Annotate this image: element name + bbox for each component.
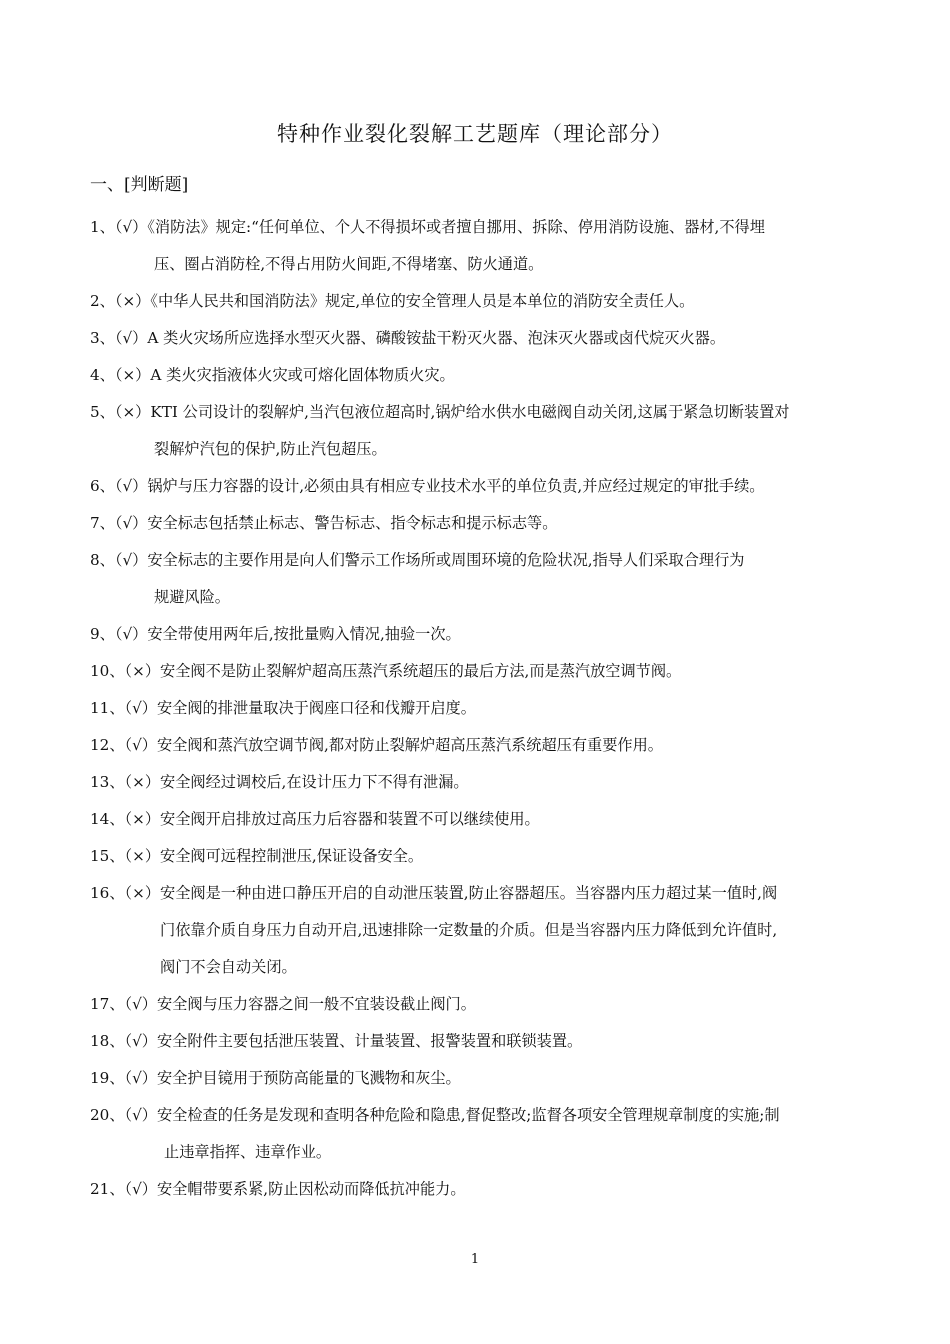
question-number: 1、: [90, 218, 115, 236]
question-text-line: [90, 209, 865, 246]
answer-mark: （√）: [124, 1180, 157, 1198]
question-text: 安全帽带要系紧,防止因松动而降低抗冲能力。: [156, 1180, 466, 1198]
question-text: 安全阀不是防止裂解炉超高压蒸汽系统超压的最后方法,而是蒸汽放空调节阀。: [160, 662, 682, 680]
question-list: [90, 209, 865, 1208]
question-text: 安全阀和蒸汽放空调节阀,都对防止裂解炉超高压蒸汽系统超压有重要作用。: [156, 736, 663, 754]
question-text: 门依靠介质自身压力自动开启,迅速排除一定数量的介质。但是当容器内压力降低到允许值时,: [160, 921, 778, 939]
question-text: 安全带使用两年后,按批量购入情况,抽验一次。: [147, 625, 461, 643]
answer-mark: （×）: [124, 810, 161, 828]
question-continuation-line: [90, 912, 865, 949]
question-number: 21、: [90, 1180, 125, 1198]
question-text-line: [90, 542, 865, 579]
question-body: [90, 283, 865, 320]
question-body: [90, 875, 865, 986]
question-body: [90, 209, 865, 283]
question-text: 《消防法》规定:“任何单位、个人不得损坏或者擅自挪用、拆除、停用消防设施、器材,不得埋: [147, 218, 765, 236]
answer-mark: （√）: [124, 699, 157, 717]
question-text: 安全阀的排泄量取决于阀座口径和伐瓣开启度。: [156, 699, 476, 717]
question-item: [90, 616, 865, 653]
question-text-line: [90, 394, 865, 431]
answer-mark: （√）: [124, 1106, 157, 1124]
question-item: [90, 986, 865, 1023]
document-title: 特种作业裂化裂解工艺题库（理论部分）: [277, 122, 673, 146]
question-item: [90, 1171, 865, 1208]
question-body: [90, 505, 865, 542]
question-body: [90, 838, 865, 875]
question-text-line: [90, 1023, 865, 1060]
question-number: 7、: [90, 514, 115, 532]
question-text: 压、圈占消防栓,不得占用防火间距,不得堵塞、防火通道。: [154, 255, 544, 273]
question-item: [90, 468, 865, 505]
question-text: 安全阀是一种由进口静压开启的自动泄压装置,防止容器超压。当容器内压力超过某一值时,阀: [160, 884, 778, 902]
question-number: 5、: [90, 403, 115, 421]
question-text: 安全阀开启排放过高压力后容器和装置不可以继续使用。: [160, 810, 540, 828]
question-text: 《中华人民共和国消防法》规定,单位的安全管理人员是本单位的消防安全责任人。: [150, 292, 695, 310]
question-text-line: [90, 690, 865, 727]
question-body: [90, 1023, 865, 1060]
question-text: 阀门不会自动关闭。: [160, 958, 297, 976]
question-body: [90, 1097, 865, 1171]
question-text-line: [90, 875, 865, 912]
page-number: 1: [470, 1252, 480, 1267]
question-body: [90, 653, 865, 690]
question-text-line: [90, 1060, 865, 1097]
question-number: 4、: [90, 366, 115, 384]
question-number: 19、: [90, 1069, 125, 1087]
answer-mark: （×）: [114, 403, 151, 421]
question-item: [90, 838, 865, 875]
question-text-line: [90, 283, 865, 320]
question-number: 13、: [90, 773, 125, 791]
question-body: [90, 357, 865, 394]
answer-mark: （×）: [124, 847, 161, 865]
question-body: [90, 727, 865, 764]
question-number: 16、: [90, 884, 125, 902]
question-item: [90, 1060, 865, 1097]
answer-mark: （×）: [124, 662, 161, 680]
question-continuation-line: [90, 579, 865, 616]
answer-mark: （√）: [114, 551, 148, 569]
answer-mark: （√）: [124, 1069, 157, 1087]
question-text: 规避风险。: [154, 588, 230, 606]
answer-mark: （×）: [124, 773, 161, 791]
question-text-line: [90, 838, 865, 875]
question-item: [90, 875, 865, 986]
answer-mark: （√）: [114, 329, 148, 347]
question-item: [90, 653, 865, 690]
answer-mark: （×）: [124, 884, 161, 902]
question-body: [90, 616, 865, 653]
question-text: 裂解炉汽包的保护,防止汽包超压。: [154, 440, 387, 458]
question-text: 安全标志的主要作用是向人们警示工作场所或周围环境的危险状况,指导人们采取合理行为: [147, 551, 745, 569]
question-number: 8、: [90, 551, 115, 569]
question-item: [90, 357, 865, 394]
question-text-line: [90, 357, 865, 394]
question-text: 安全附件主要包括泄压装置、计量装置、报警装置和联锁装置。: [156, 1032, 583, 1050]
question-text: 止违章指挥、违章作业。: [164, 1143, 332, 1161]
question-body: [90, 986, 865, 1023]
question-text-line: [90, 727, 865, 764]
question-continuation-line: [90, 949, 865, 986]
answer-mark: （√）: [124, 995, 157, 1013]
question-continuation-line: [90, 431, 865, 468]
question-item: [90, 209, 865, 283]
question-text-line: [90, 653, 865, 690]
question-body: [90, 1060, 865, 1097]
answer-mark: （×）: [114, 292, 151, 310]
question-item: [90, 1097, 865, 1171]
question-number: 12、: [90, 736, 125, 754]
section-heading: 一、[判断题]: [90, 175, 189, 195]
question-text: 安全标志包括禁止标志、警告标志、指令标志和提示标志等。: [147, 514, 558, 532]
question-item: [90, 690, 865, 727]
question-body: [90, 801, 865, 838]
question-body: [90, 394, 865, 468]
question-text-line: [90, 320, 865, 357]
question-number: 18、: [90, 1032, 125, 1050]
question-text: A 类火灾场所应选择水型灭火器、磷酸铵盐干粉灭火器、泡沫灭火器或卤代烷灭火器。: [147, 329, 726, 347]
question-continuation-line: [90, 246, 865, 283]
question-item: [90, 801, 865, 838]
question-item: [90, 505, 865, 542]
question-text-line: [90, 1097, 865, 1134]
question-number: 11、: [90, 699, 125, 717]
question-item: [90, 320, 865, 357]
question-text-line: [90, 1171, 865, 1208]
question-text: 安全阀可远程控制泄压,保证设备安全。: [160, 847, 424, 865]
answer-mark: （√）: [114, 514, 148, 532]
question-number: 3、: [90, 329, 115, 347]
question-body: [90, 542, 865, 616]
question-body: [90, 690, 865, 727]
answer-mark: （√）: [114, 477, 148, 495]
question-body: [90, 320, 865, 357]
question-number: 2、: [90, 292, 115, 310]
question-text: 安全阀经过调校后,在设计压力下不得有泄漏。: [160, 773, 469, 791]
question-text-line: [90, 986, 865, 1023]
question-body: [90, 1171, 865, 1208]
answer-mark: （√）: [124, 1032, 157, 1050]
answer-mark: （√）: [124, 736, 157, 754]
question-item: [90, 542, 865, 616]
answer-mark: （√）: [114, 218, 148, 236]
question-text: 安全护目镜用于预防高能量的飞溅物和灰尘。: [156, 1069, 461, 1087]
question-text: 安全检查的任务是发现和查明各种危险和隐患,督促整改;监督各项安全管理规章制度的实施;制: [156, 1106, 780, 1124]
question-text-line: [90, 616, 865, 653]
answer-mark: （√）: [114, 625, 148, 643]
question-body: [90, 468, 865, 505]
question-text: 锅炉与压力容器的设计,必须由具有相应专业技术水平的单位负责,并应经过规定的审批手续。: [147, 477, 765, 495]
question-continuation-line: [90, 1134, 865, 1171]
question-item: [90, 764, 865, 801]
question-number: 20、: [90, 1106, 125, 1124]
question-item: [90, 394, 865, 468]
question-body: [90, 764, 865, 801]
question-item: [90, 727, 865, 764]
question-item: [90, 1023, 865, 1060]
question-number: 10、: [90, 662, 125, 680]
question-text-line: [90, 468, 865, 505]
question-number: 6、: [90, 477, 115, 495]
question-text: 安全阀与压力容器之间一般不宜装设截止阀门。: [156, 995, 476, 1013]
question-text-line: [90, 801, 865, 838]
answer-mark: （×）: [114, 366, 151, 384]
question-number: 17、: [90, 995, 125, 1013]
question-number: 9、: [90, 625, 115, 643]
question-text: KTI 公司设计的裂解炉,当汽包液位超高时,锅炉给水供水电磁阀自动关闭,这属于紧急切断装置对: [150, 403, 790, 421]
question-number: 15、: [90, 847, 125, 865]
question-text: A 类火灾指液体火灾或可熔化固体物质火灾。: [150, 366, 455, 384]
question-text-line: [90, 505, 865, 542]
question-number: 14、: [90, 810, 125, 828]
question-item: [90, 283, 865, 320]
question-text-line: [90, 764, 865, 801]
